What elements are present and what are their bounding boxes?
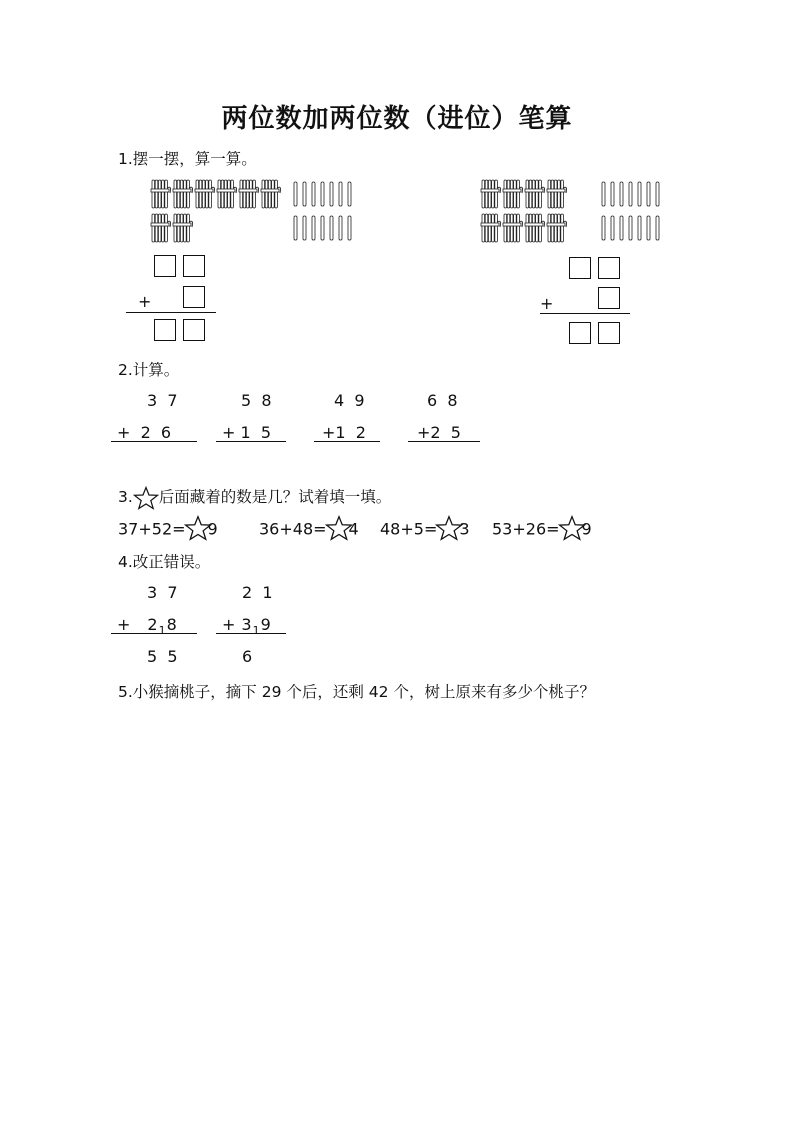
single-stick-icon <box>303 216 306 240</box>
stick-bundle-icon <box>239 180 259 208</box>
stick-bundle-icon <box>481 214 501 242</box>
top-number: 2 1 <box>242 583 273 602</box>
bottom-row <box>222 615 271 637</box>
question-5-text: 5.小猴摘桃子，摘下 29 个后，还剩 42 个，树上原来有多少个桃子？ <box>118 683 595 701</box>
single-stick-icon <box>348 182 351 206</box>
question-3-label: 后面藏着的数是几？试着填一填。 <box>158 488 392 506</box>
q3-equation-1 <box>118 519 218 541</box>
question-1-text: 1.摆一摆，算一算。 <box>118 150 257 168</box>
left-bundles-group <box>150 178 290 248</box>
single-stick-icon <box>321 216 324 240</box>
single-stick-icon <box>339 182 342 206</box>
single-stick-icon <box>620 182 623 206</box>
answer-box[interactable] <box>569 322 591 344</box>
star-icon <box>133 486 159 510</box>
single-stick-icon <box>330 216 333 240</box>
sum-line <box>216 633 286 634</box>
bottom-number: +1 2 <box>322 423 366 442</box>
single-stick-icon <box>312 216 315 240</box>
top-number: 3 7 <box>147 391 178 410</box>
equation-right-digit: 9 <box>207 519 218 539</box>
sum-line <box>314 441 380 442</box>
stick-bundle-icon <box>217 180 237 208</box>
stick-bundle-icon <box>525 180 545 208</box>
single-stick-icon <box>629 182 632 206</box>
stick-bundle-icon <box>525 214 545 242</box>
stick-bundle-icon <box>173 214 193 242</box>
plus-sign: + <box>138 292 152 311</box>
answer-box[interactable] <box>569 257 591 279</box>
result-number: 6 <box>242 647 253 666</box>
left-sticks-group <box>292 180 362 246</box>
answer-box[interactable] <box>183 255 205 277</box>
bottom-ones: 9 <box>260 615 271 634</box>
sum-line <box>111 633 197 634</box>
bottom-ones: 8 <box>166 615 177 634</box>
question-4-text: 4.改正错误。 <box>118 553 211 571</box>
carry-mark: 1 <box>158 624 166 637</box>
stick-bundle-icon <box>195 180 215 208</box>
q3-equation-3 <box>380 519 470 541</box>
single-stick-icon <box>638 182 641 206</box>
single-stick-icon <box>638 216 641 240</box>
stick-bundle-icon <box>261 180 281 208</box>
top-number: 4 9 <box>334 391 365 410</box>
stick-bundle-icon <box>151 180 171 208</box>
single-stick-icon <box>656 182 659 206</box>
equation-right-digit: 4 <box>348 519 359 539</box>
single-stick-icon <box>330 182 333 206</box>
single-stick-icon <box>348 216 351 240</box>
single-stick-icon <box>629 216 632 240</box>
single-stick-icon <box>611 182 614 206</box>
q3-equation-2 <box>259 519 359 541</box>
sum-line <box>540 313 630 314</box>
question-3-text <box>118 485 391 510</box>
single-stick-icon <box>647 216 650 240</box>
answer-box[interactable] <box>154 255 176 277</box>
top-number: 3 7 <box>147 583 178 602</box>
answer-box[interactable] <box>598 287 620 309</box>
stick-bundle-icon <box>481 180 501 208</box>
single-stick-icon <box>611 216 614 240</box>
answer-box[interactable] <box>598 257 620 279</box>
single-stick-icon <box>312 182 315 206</box>
single-stick-icon <box>620 216 623 240</box>
right-sticks-group <box>600 180 670 246</box>
equation-left: 48+5= <box>380 519 438 539</box>
q3-equation-4 <box>492 519 592 541</box>
answer-box[interactable] <box>183 319 205 341</box>
carry-mark: 1 <box>252 624 260 637</box>
sum-line <box>111 441 197 442</box>
single-stick-icon <box>602 216 605 240</box>
plus-sign: + <box>540 294 554 313</box>
page-title: 两位数加两位数（进位）笔算 <box>221 104 573 134</box>
stick-bundle-icon <box>173 180 193 208</box>
single-stick-icon <box>339 216 342 240</box>
bottom-row <box>117 615 177 637</box>
result-number: 5 5 <box>147 647 178 666</box>
single-stick-icon <box>294 182 297 206</box>
top-number: 6 8 <box>427 391 458 410</box>
bottom-number: + 2 6 <box>117 423 172 442</box>
plus-sign: + <box>222 615 236 634</box>
bottom-tens: 3 <box>241 615 252 634</box>
question-3-prefix: 3. <box>118 488 133 506</box>
single-stick-icon <box>656 216 659 240</box>
bottom-number: + 1 5 <box>222 423 272 442</box>
equation-right-digit: 3 <box>459 519 470 539</box>
answer-box[interactable] <box>598 322 620 344</box>
single-stick-icon <box>647 182 650 206</box>
answer-box[interactable] <box>154 319 176 341</box>
bottom-tens: 2 <box>147 615 158 634</box>
single-stick-icon <box>602 182 605 206</box>
sum-line <box>216 441 286 442</box>
stick-bundle-icon <box>503 180 523 208</box>
right-bundles-group <box>480 178 580 248</box>
stick-bundle-icon <box>151 214 171 242</box>
equation-left: 37+52= <box>118 519 186 539</box>
bottom-number: +2 5 <box>417 423 461 442</box>
stick-bundle-icon <box>547 180 567 208</box>
stick-bundle-icon <box>503 214 523 242</box>
single-stick-icon <box>321 182 324 206</box>
equation-left: 36+48= <box>259 519 327 539</box>
question-2-text: 2.计算。 <box>118 361 180 379</box>
sum-line <box>408 441 480 442</box>
single-stick-icon <box>294 216 297 240</box>
stick-bundle-icon <box>547 214 567 242</box>
top-number: 5 8 <box>241 391 272 410</box>
equation-right-digit: 9 <box>581 519 592 539</box>
sum-line <box>126 312 216 313</box>
single-stick-icon <box>303 182 306 206</box>
equation-left: 53+26= <box>492 519 560 539</box>
plus-sign: + <box>117 615 131 634</box>
answer-box[interactable] <box>183 286 205 308</box>
